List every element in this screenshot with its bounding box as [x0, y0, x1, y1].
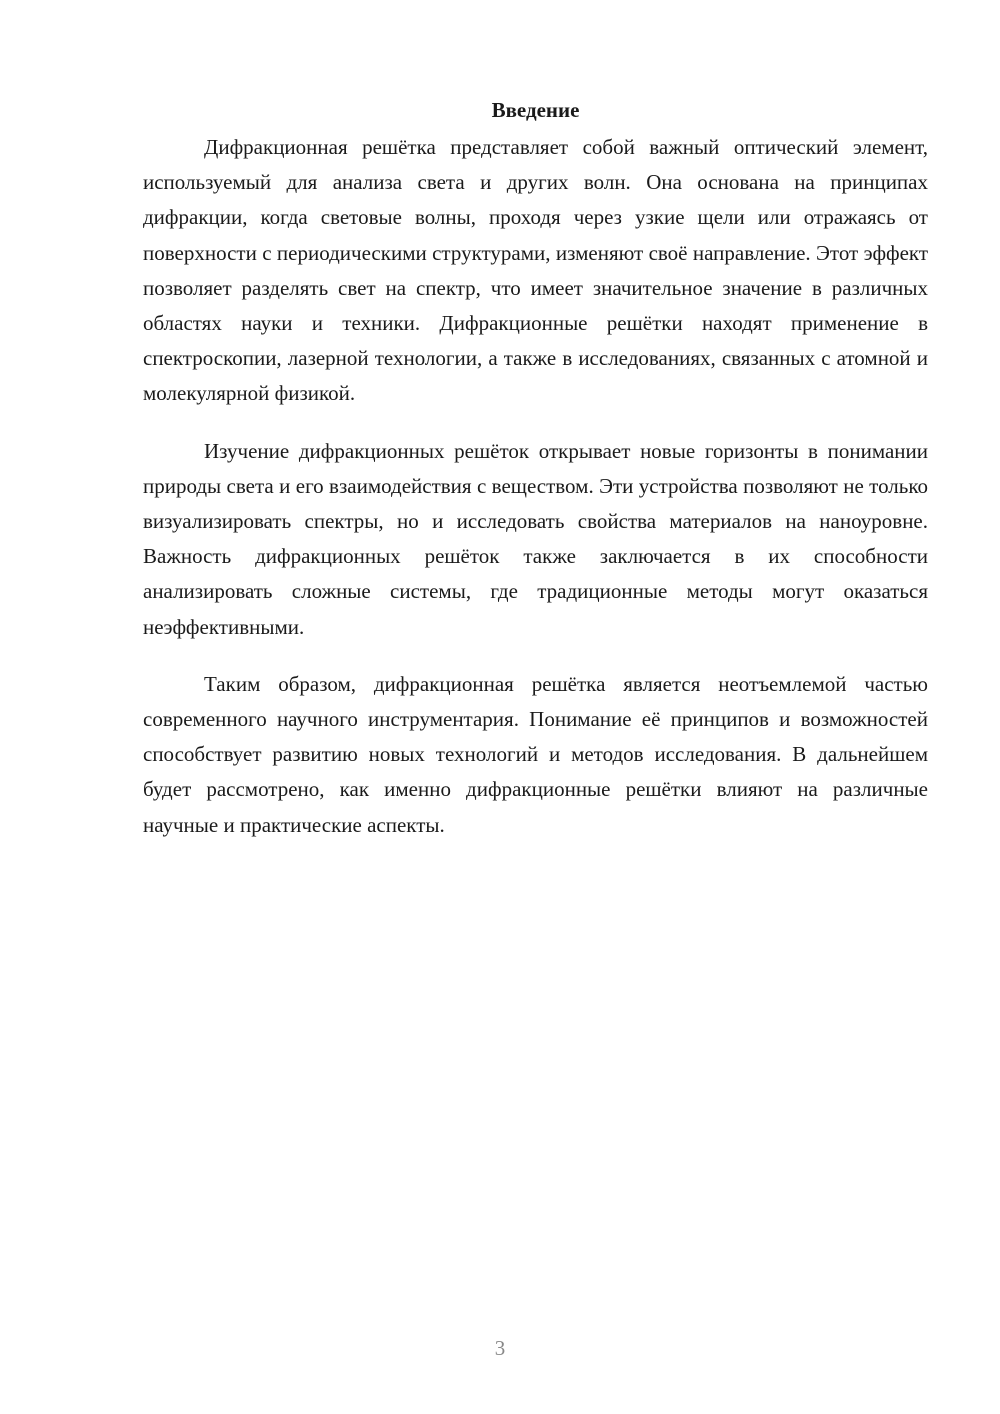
section-heading: Введение — [491, 98, 580, 122]
page-number: 3 — [494, 1336, 506, 1360]
paragraph-3: Таким образом, дифракционная решётка является неотъемлемой частью современного научного инструментария. Понимание её принципов и возможностей способствует развитию новых технологий и методов исследования. В дальнейшем будет рассмотрено, как именно дифракционные решётки влияют на различные научные и практические аспекты. — [143, 671, 928, 837]
paragraph-1: Дифракционная решётка представляет собой важный оптический элемент, используемый для анализа света и других волн. Она основана на принципах дифракции, когда световые волны, проходя через узкие щели или отражаясь от поверхности с периодическими структурами, изменяют своё направление. Этот эффект позволяет разделять свет на спектр, что имеет значительное значение в различных областях науки и техники. Дифракционные решётки находят применение в спектроскопии, лазерной технологии, а также в исследованиях, связанных с атомной и молекулярной физикой. — [143, 135, 928, 406]
paragraph-2: Изучение дифракционных решёток открывает новые горизонты в понимании природы света и его взаимодействия с веществом. Эти устройства позволяют не только визуализировать спектры, но и исследовать свойства материалов на наноуровне. Важность дифракционных решёток также заключается в их способности анализировать сложные системы, где традиционные методы могут оказаться неэффективными. — [143, 438, 928, 639]
page-content — [143, 93, 928, 865]
